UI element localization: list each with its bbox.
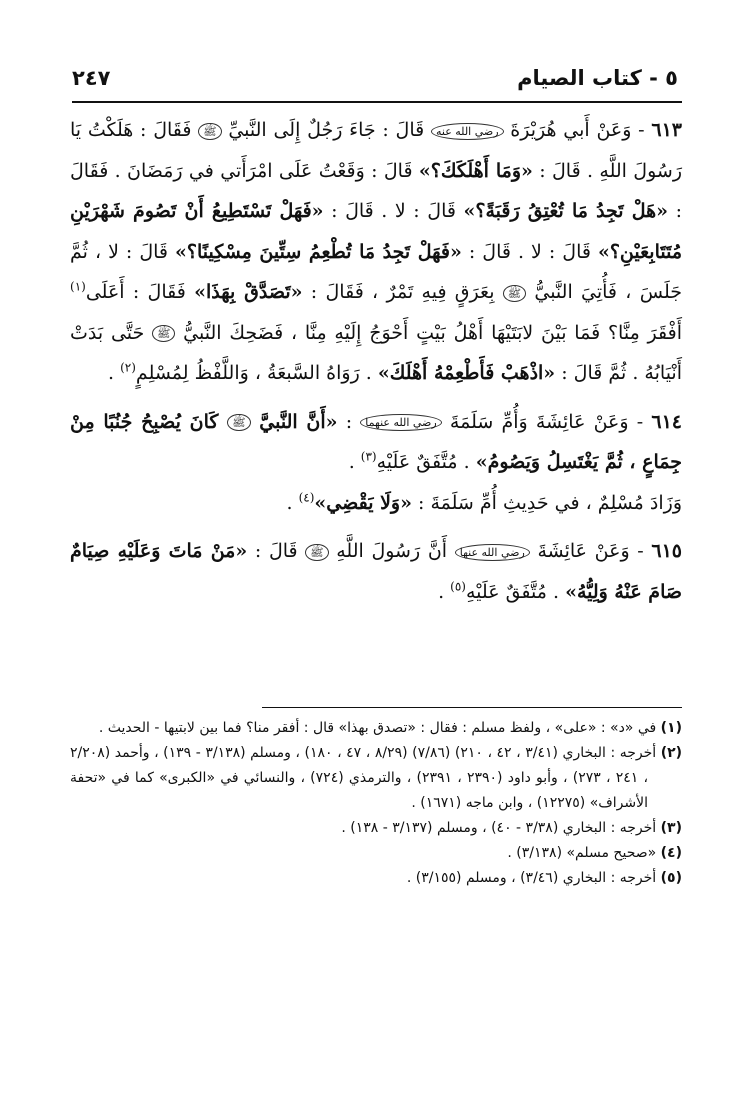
hadith-text: أَفْقَرَ مِنَّا؟ فَمَا بَيْنَ لابَتَيْهَا أَهْلُ بَيْتٍ أَحْوَجُ إِلَيْهِ مِنَّا ، فَضَحِكَ النَّبيُّ	[175, 321, 683, 344]
hadith-614	[70, 402, 682, 483]
prophetic-quote: «فَهَلْ تَسْتَطِيعُ أَنْ تَصُومَ شَهْرَيْنِ مُتَتَابِعَيْنِ؟»	[70, 200, 683, 263]
page-header	[72, 62, 678, 98]
prophetic-quote: كَانَ يُصْبِحُ جُنُبًا مِنْ جِمَاعٍ ، ثُمَّ يَغْتَسِلُ وَيَصُومُ»	[70, 410, 682, 473]
hadith-text: قَالَ : لا . قَالَ :	[461, 240, 598, 263]
footnote-ref-5[interactable]: (٥)	[450, 579, 466, 594]
footnote-marker: (١)	[660, 720, 682, 736]
chapter-title: ٥ - كتاب الصيام	[517, 66, 678, 90]
prophetic-quote: «أَنَّ النَّبيَّ	[250, 410, 338, 433]
main-text	[70, 110, 682, 612]
radiyallah-honorific-icon: رضي الله عنهما	[360, 414, 441, 431]
footnote-text: أخرجه : البخاري (٣/٤١ ، ٤٢ ، ٢١٠) (٧/٨٦) (٨/٢٩ ، ٤٧ ، ١٨٠) ، ومسلم (٣/١٣٨ - ١٣٩) ، وأحمد (٢/٢٠٨ ، ٢٤١ ، ٢٧٣) ، وأبو داود (٢٣٩٠ ، ٢٣٩١) ، والترمذي (٧٢٤) ، والنسائي في «الكبرى» كما في «تحفة الأشراف» (١٢٢٧٥) ، وابن ماجه (١٦٧١) .	[70, 745, 661, 811]
hadith-text: فَقَالَ : هَلَكْتُ يَا رَسُولَ اللَّهِ . قَالَ :	[70, 119, 683, 182]
hadith-text: قَالَ :	[247, 540, 306, 562]
hadith-text: بِعَرَقٍ فِيهِ تَمْرٌ ، فَقَالَ :	[302, 281, 503, 303]
footnote-ref-2[interactable]: (٢)	[120, 360, 136, 375]
hadith-number: ٦١٣	[651, 119, 682, 141]
hadith-text: .	[348, 451, 361, 473]
salawat-honorific-icon: ﷺ	[227, 414, 250, 431]
hadith-text: .	[108, 362, 121, 384]
footnote-marker: (٢)	[660, 745, 683, 761]
hadith-text: . مُتَّفَقٌ عَلَيْهِ	[376, 451, 476, 473]
hadith-number: ٦١٥	[651, 540, 683, 562]
footnote-text: أخرجه : البخاري (٣/٣٨ - ٤٠) ، ومسلم (٣/١٣٧ - ١٣٨) .	[341, 820, 661, 836]
footnote-3	[70, 816, 682, 841]
footnote-text: في «د» : «على» ، ولفظ مسلم : فقال : «تصدق بهذا» قال : أفقر منا؟ فما بين لابتيها - الحديث .	[98, 720, 661, 736]
hadith-text: - وَعَنْ أَبي هُرَيْرَةَ	[503, 119, 652, 141]
hadith-text: قَالَ : وَقَعْتُ عَلَى امْرَأَتي في رَمَضَانَ . فَقَالَ :	[70, 159, 682, 222]
salawat-honorific-icon: ﷺ	[198, 123, 221, 140]
footnotes	[70, 716, 682, 891]
hadith-text: فَقَالَ : أَعَلَى	[85, 281, 195, 303]
prophetic-quote: «اذْهَبْ فَأَطْعِمْهُ أَهْلَكَ»	[377, 362, 556, 384]
hadith-text: . رَوَاهُ السَّبعَةُ ، وَاللَّفْظُ لِمُسْلِمٍ	[135, 362, 378, 384]
footnote-ref-1[interactable]: (١)	[70, 279, 86, 294]
footnote-5	[70, 866, 682, 891]
footnote-1	[70, 716, 682, 741]
footnote-marker: (٥)	[660, 870, 682, 886]
hadith-613	[70, 110, 682, 394]
hadith-text: - وَعَنْ عَائِشَةَ وَأُمِّ سَلَمَةَ	[441, 410, 652, 433]
hadith-615	[70, 531, 682, 612]
prophetic-quote: «تَصَدَّقْ بِهَذَا»	[194, 281, 303, 303]
footnote-marker: (٣)	[660, 820, 682, 836]
footnote-divider	[262, 707, 682, 708]
prophetic-quote: «مَنْ مَاتَ وَعَلَيْهِ صِيَامٌ صَامَ عَنْهُ وَلِيُّهُ»	[70, 540, 682, 603]
footnote-marker: (٤)	[660, 845, 682, 861]
salawat-honorific-icon: ﷺ	[503, 285, 526, 302]
prophetic-quote: «فَهَلْ تَجِدُ مَا تُطْعِمُ سِتِّينَ مِسْكِينًا؟»	[175, 240, 462, 263]
hadith-text: - وَعَنْ عَائِشَةَ	[529, 540, 652, 562]
salawat-honorific-icon: ﷺ	[152, 325, 175, 342]
header-divider	[72, 101, 682, 103]
hadith-614-addition	[70, 483, 682, 524]
salawat-honorific-icon: ﷺ	[305, 544, 328, 561]
footnote-4	[70, 841, 682, 866]
hadith-text: وَزَادَ مُسْلِمٌ ، في حَدِيثِ أُمِّ سَلَمَةَ :	[411, 491, 682, 514]
footnote-ref-3[interactable]: (٣)	[360, 449, 377, 464]
radiyallah-honorific-icon: رضي الله عنه	[431, 123, 504, 140]
radiyallah-honorific-icon: رضي الله عنها	[455, 544, 530, 561]
prophetic-quote: «وَلَا يَقْضِي»	[314, 491, 412, 514]
hadith-text: قَالَ : لا . قَالَ :	[323, 200, 464, 222]
page-number: ٢٤٧	[72, 66, 111, 90]
hadith-text: :	[337, 410, 361, 433]
footnote-text: أخرجه : البخاري (٣/٤٦) ، ومسلم (٣/١٥٥) .	[406, 870, 661, 886]
prophetic-quote: «هَلْ تَجِدُ مَا تُعْتِقُ رَقَبَةً؟»	[463, 200, 669, 222]
hadith-text: قَالَ : جَاءَ رَجُلٌ إِلَى النَّبيِّ	[221, 119, 431, 141]
footnote-text: «صحيح مسلم» (٣/١٣٨) .	[507, 845, 661, 861]
prophetic-quote: «وَمَا أَهْلَكَكَ؟»	[418, 159, 533, 182]
hadith-number: ٦١٤	[651, 410, 682, 433]
footnote-2	[70, 741, 682, 816]
hadith-text: .	[286, 491, 299, 514]
footnote-ref-4[interactable]: (٤)	[298, 490, 315, 505]
hadith-text: أَنَّ رَسُولَ اللَّهِ	[328, 540, 455, 562]
hadith-text: حَتَّى بَدَتْ أَنْيَابُهُ . ثُمَّ قَالَ :	[70, 321, 682, 384]
hadith-text: . مُتَّفَقٌ عَلَيْهِ	[465, 580, 566, 603]
hadith-text: قَالَ : لا ، ثُمَّ جَلَسَ ، فَأُتِيَ النَّبيُّ	[70, 240, 682, 303]
hadith-text: .	[438, 580, 451, 603]
